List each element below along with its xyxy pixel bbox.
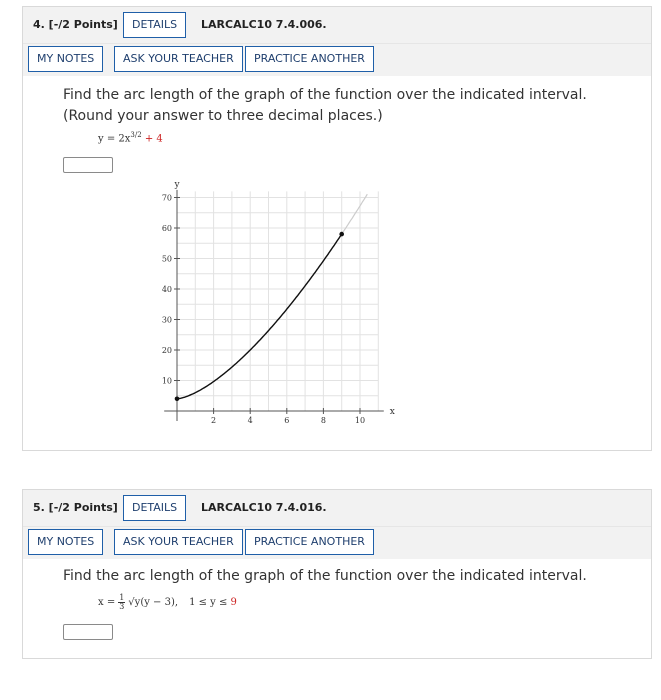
- answer-input[interactable]: [63, 157, 113, 173]
- curve-endpoint: [175, 397, 180, 402]
- question-5-toolbar: [23, 527, 651, 559]
- y-tick-label: 70: [161, 193, 172, 203]
- formula-exponent: 3/2: [130, 131, 142, 139]
- details-button[interactable]: DETAILS: [123, 495, 186, 521]
- question-4-formula: [98, 131, 163, 144]
- y-tick-label: 30: [161, 315, 172, 325]
- x-tick-label: 10: [354, 416, 366, 425]
- formula-fraction: [118, 594, 125, 611]
- arc-length-graph: [118, 179, 395, 439]
- formula-interval: [189, 597, 237, 608]
- formula-lhs: x =: [98, 597, 116, 608]
- ask-your-teacher-button[interactable]: ASK YOUR TEACHER: [114, 46, 243, 72]
- y-tick-label: 50: [161, 254, 172, 264]
- formula-lhs: y = 2x: [98, 133, 131, 145]
- fraction-denominator: 3: [119, 602, 125, 611]
- answer-input[interactable]: [63, 624, 113, 640]
- practice-another-button[interactable]: PRACTICE ANOTHER: [245, 529, 374, 555]
- question-5-code: LARCALC10 7.4.016.: [201, 501, 327, 514]
- x-axis-label: x: [389, 407, 395, 417]
- formula-rhs: + 4: [141, 133, 163, 145]
- question-4: [22, 6, 652, 451]
- question-5-number: 5. [-/2 Points]: [33, 501, 118, 514]
- fraction-numerator: 1: [119, 593, 125, 602]
- function-curve-extension: [177, 194, 367, 399]
- interval-lhs: 1 ≤ y ≤: [189, 597, 231, 608]
- formula-body: √y(y − 3),: [128, 597, 179, 608]
- details-button[interactable]: DETAILS: [123, 12, 186, 38]
- my-notes-button[interactable]: MY NOTES: [28, 46, 103, 72]
- y-tick-label: 40: [161, 285, 172, 294]
- interval-end: 9: [230, 597, 237, 608]
- question-4-toolbar: [23, 44, 651, 76]
- y-axis-label: y: [174, 179, 180, 190]
- question-4-prompt: Find the arc length of the graph of the function over the indicated interval. (Round your answer to three decimal places.): [63, 87, 587, 124]
- practice-another-button[interactable]: PRACTICE ANOTHER: [245, 46, 374, 72]
- y-tick-label: 20: [161, 346, 172, 355]
- x-tick-label: 2: [211, 416, 217, 425]
- question-4-code: LARCALC10 7.4.006.: [201, 18, 327, 31]
- my-notes-button[interactable]: MY NOTES: [28, 529, 103, 555]
- question-4-number: 4. [-/2 Points]: [33, 18, 118, 31]
- y-tick-label: 10: [161, 376, 172, 386]
- x-tick-label: 4: [247, 416, 253, 425]
- curve-endpoint: [339, 232, 344, 237]
- question-5-header: [23, 490, 651, 527]
- question-4-header: [23, 7, 651, 44]
- ask-your-teacher-button[interactable]: ASK YOUR TEACHER: [114, 529, 243, 555]
- x-tick-label: 8: [320, 416, 326, 425]
- y-tick-label: 60: [161, 224, 172, 233]
- question-5: [22, 489, 652, 659]
- x-tick-label: 6: [284, 416, 290, 425]
- question-5-formula: [98, 594, 237, 611]
- question-5-prompt: Find the arc length of the graph of the function over the indicated interval.: [63, 568, 587, 584]
